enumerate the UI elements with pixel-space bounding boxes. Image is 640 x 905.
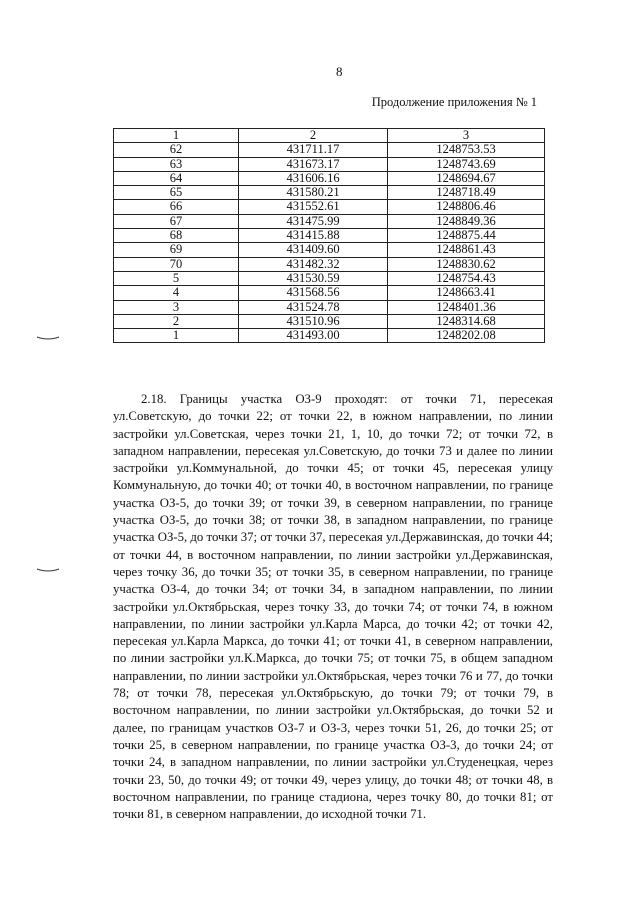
table-row [114,143,545,157]
x-coordinate-cell: 431510.96 [239,314,388,328]
y-coordinate-cell: 1248849.36 [388,214,545,228]
continuation-label: Продолжение приложения № 1 [371,95,537,109]
scan-margin-mark [36,567,60,573]
table-body [114,143,545,343]
table-header-row [114,129,545,143]
y-coordinate-cell: 1248314.68 [388,314,545,328]
point-number-cell: 1 [114,329,239,343]
point-number-cell: 63 [114,157,239,171]
point-number-cell: 5 [114,271,239,285]
table-row [114,200,545,214]
table-row [114,243,545,257]
column-header: 2 [239,129,388,143]
x-coordinate-cell: 431415.88 [239,229,388,243]
x-coordinate-cell: 431482.32 [239,257,388,271]
y-coordinate-cell: 1248663.41 [388,286,545,300]
point-number-cell: 65 [114,186,239,200]
table-row [114,214,545,228]
y-coordinate-cell: 1248830.62 [388,257,545,271]
y-coordinate-cell: 1248743.69 [388,157,545,171]
y-coordinate-cell: 1248754.43 [388,271,545,285]
point-number-cell: 62 [114,143,239,157]
y-coordinate-cell: 1248401.36 [388,300,545,314]
y-coordinate-cell: 1248202.08 [388,329,545,343]
point-number-cell: 69 [114,243,239,257]
x-coordinate-cell: 431409.60 [239,243,388,257]
y-coordinate-cell: 1248806.46 [388,200,545,214]
table-row [114,157,545,171]
point-number-cell: 3 [114,300,239,314]
x-coordinate-cell: 431552.61 [239,200,388,214]
x-coordinate-cell: 431568.56 [239,286,388,300]
point-number-cell: 66 [114,200,239,214]
y-coordinate-cell: 1248875.44 [388,229,545,243]
column-header: 3 [388,129,545,143]
coordinates-table [113,128,545,343]
table-row [114,186,545,200]
point-number-cell: 4 [114,286,239,300]
table-row [114,314,545,328]
table-row [114,171,545,185]
table-row [114,271,545,285]
y-coordinate-cell: 1248753.53 [388,143,545,157]
point-number-cell: 67 [114,214,239,228]
x-coordinate-cell: 431673.17 [239,157,388,171]
x-coordinate-cell: 431530.59 [239,271,388,285]
scan-margin-mark [36,335,60,341]
point-number-cell: 70 [114,257,239,271]
y-coordinate-cell: 1248861.43 [388,243,545,257]
table-row [114,329,545,343]
table-row [114,229,545,243]
x-coordinate-cell: 431580.21 [239,186,388,200]
column-header: 1 [114,129,239,143]
y-coordinate-cell: 1248718.49 [388,186,545,200]
x-coordinate-cell: 431475.99 [239,214,388,228]
point-number-cell: 64 [114,171,239,185]
table-row [114,300,545,314]
point-number-cell: 68 [114,229,239,243]
table-row [114,286,545,300]
x-coordinate-cell: 431524.78 [239,300,388,314]
page-number: 8 [336,64,343,79]
point-number-cell: 2 [114,314,239,328]
x-coordinate-cell: 431493.00 [239,329,388,343]
x-coordinate-cell: 431711.17 [239,143,388,157]
table-row [114,257,545,271]
x-coordinate-cell: 431606.16 [239,171,388,185]
section-2-18-text: 2.18. Границы участка ОЗ-9 проходят: от точки 71, пересекая ул.Советскую, до точки 22; от точки 22, в южном направлении, по линии застройки ул.Советская, через точки 21, 1, 10, до точки 72; от точки 72, в западном направлении, пересекая ул.Советскую, до точки 73 и далее по линии застройки ул.Коммунальной, до точки 45; от точки 45, пересекая улицу Коммунальную, до точки 40; от точки 40, в восточном направлении, по границе участка ОЗ-5, до точки 39; от точки 39, в северном направлении, по границе участка ОЗ-5, до точки 38; от точки 38, в западном направлении, по границе участка ОЗ-5, до точки 37; от точки 37, пересекая ул.Державинская, до точки 44; от точки 44, в восточном направлении, по линии застройки ул.Державинская, через точку 36, до точки 35; от точки 35, в северном направлении, по границе участка ОЗ-4, до точки 34; от точки 34, в западном направлении, по линии застройки ул.Октябрьская, через точку 33, до точки 74; от точки 74, в южном направлении, по линии застройки ул.Карла Марса, до точки 42; от точки 42, пересекая ул.Карла Маркса, до точки 41; от точки 41, в северном направлении, по линии застройки ул.К.Маркса, до точки 75; от точки 75, в общем западном направлении, по линии застройки ул.Октябрьская, через точки 76 и 77, до точки 78; от точки 78, пересекая ул.Октябрьскую, до точки 79; от точки 79, в восточном направлении, по линии застройки ул.Октябрьская, до точки 52 и далее, по границам участков ОЗ-7 и ОЗ-3, через точки 51, 26, до точки 25; от точки 25, в северном направлении, по границе участка ОЗ-3, до точки 24; от точки 24, в западном направлении, по линии застройки ул.Студенецкая, через точки 23, 50, до точки 49; от точки 49, через улицу, до точки 48; от точки 48, в восточном направлении, по границе стадиона, через точку 80, до точки 81; от точки 81, в северном направлении, до исходной точки 71. [113,392,553,822]
y-coordinate-cell: 1248694.67 [388,171,545,185]
